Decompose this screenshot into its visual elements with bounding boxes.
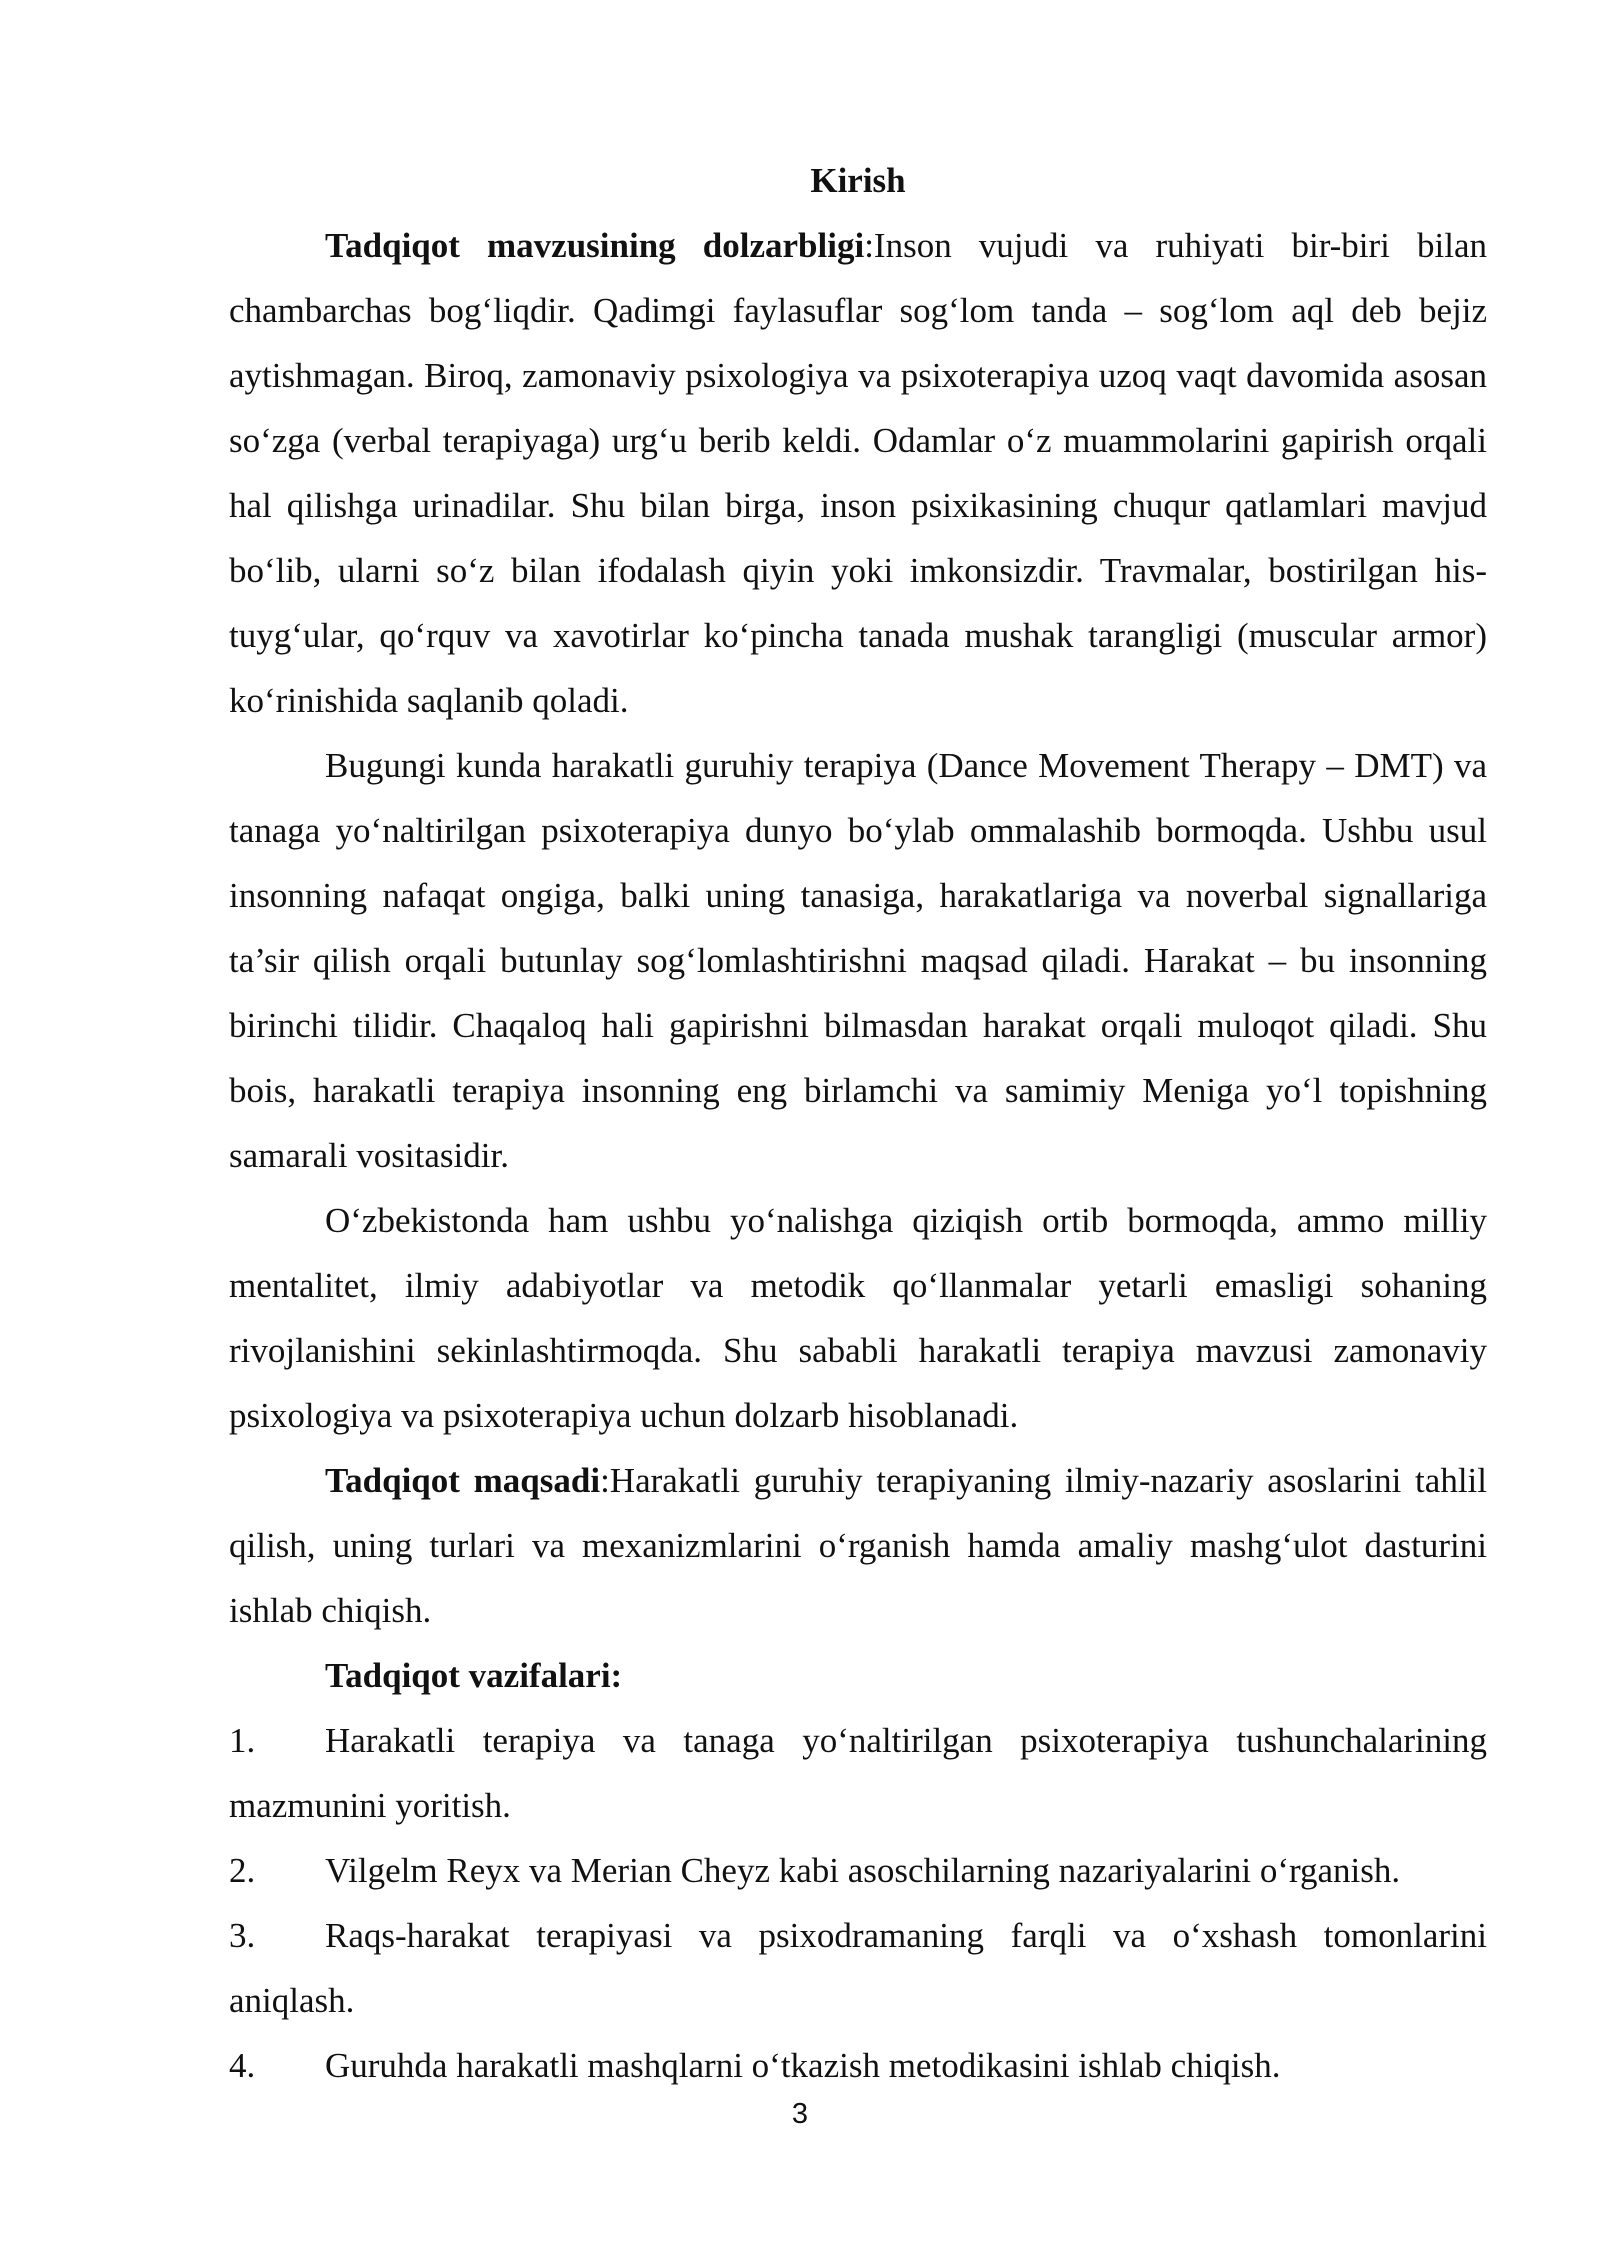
task-item	[229, 1708, 1487, 1838]
relevance-paragraph	[229, 213, 1487, 733]
task-text: Raqs-harakat terapiyasi va psixodramaning farqli va o‘xshash tomonlarini aniqlash.	[229, 1916, 1487, 2020]
task-item	[229, 1903, 1487, 2033]
task-number: 4.	[229, 2046, 256, 2085]
task-number: 3.	[229, 1916, 256, 1955]
task-number: 2.	[229, 1851, 256, 1890]
dmt-paragraph: Bugungi kunda harakatli guruhiy terapiya (Dance Movement Therapy – DMT) va tanaga yo‘naltirilgan psixoterapiya dunyo bo‘ylab ommalashib bormoqda. Ushbu usul insonning nafaqat ongiga, balki uning tanasiga, harakatlariga va noverbal signallariga ta’sir qilish orqali butunlay sog‘lomlashtirishni maqsad qiladi. Harakat – bu insonning birinchi tilidir. Chaqaloq hali gapirishni bilmasdan harakat orqali muloqot qiladi. Shu bois, harakatli terapiya insonning eng birlamchi va samimiy Meniga yo‘l topishning samarali vositasidir.	[229, 746, 1487, 1175]
relevance-text: :Inson vujudi va ruhiyati bir-biri bilan chambarchas bog‘liqdir. Qadimgi faylasuflar sog‘lom tanda – sog‘lom aql deb bejiz aytishmagan. Biroq, zamonaviy psixologiya va psixoterapiya uzoq vaqt davomida asosan so‘zga (verbal terapiyaga) urg‘u berib keldi. Odamlar o‘z muammolarini gapirish orqali hal qilishga urinadilar. Shu bilan birga, inson psixikasining chuqur qatlamlari mavjud bo‘lib, ularni so‘z bilan ifodalash qiyin yoki imkonsizdir. Travmalar, bostirilgan his-tuyg‘ular, qo‘rquv va xavotirlar ko‘pincha tanada mushak tarangligi (muscular armor) ko‘rinishida saqlanib qoladi.	[229, 226, 1487, 720]
task-text: Guruhda harakatli mashqlarni o‘tkazish metodikasini ishlab chiqish.	[325, 2046, 1281, 2085]
task-text: Harakatli terapiya va tanaga yo‘naltirilgan psixoterapiya tushunchalarining mazmunini yoritish.	[229, 1721, 1487, 1825]
relevance-heading: Tadqiqot mavzusining dolzarbligi	[325, 226, 865, 265]
task-item	[229, 2033, 1487, 2098]
task-item	[229, 1838, 1487, 1903]
uzbekistan-paragraph: O‘zbekistonda ham ushbu yo‘nalishga qiziqish ortib bormoqda, ammo milliy mentalitet, ilmiy adabiyotlar va metodik qo‘llanmalar yetarli emasligi sohaning rivojlanishini sekinlashtirmoqda. Shu sababli harakatli terapiya mavzusi zamonaviy psixologiya va psixoterapiya uchun dolzarb hisoblanadi.	[229, 1201, 1487, 1435]
task-text: Vilgelm Reyx va Merian Cheyz kabi asoschilarning nazariyalarini o‘rganish.	[325, 1851, 1401, 1890]
task-number: 1.	[229, 1721, 256, 1760]
goal-heading: Tadqiqot maqsadi	[325, 1461, 601, 1500]
page-number: 3	[791, 2098, 809, 2130]
page-title: Kirish	[810, 161, 906, 200]
goal-paragraph	[229, 1448, 1487, 1643]
goal-text: :Harakatli guruhiy terapiyaning ilmiy-nazariy asoslarini tahlil qilish, uning turlari va mexanizmlarini o‘rganish hamda amaliy mashg‘ulot dasturini ishlab chiqish.	[229, 1461, 1487, 1630]
page-content	[229, 148, 1487, 2098]
tasks-heading: Tadqiqot vazifalari:	[325, 1656, 623, 1695]
